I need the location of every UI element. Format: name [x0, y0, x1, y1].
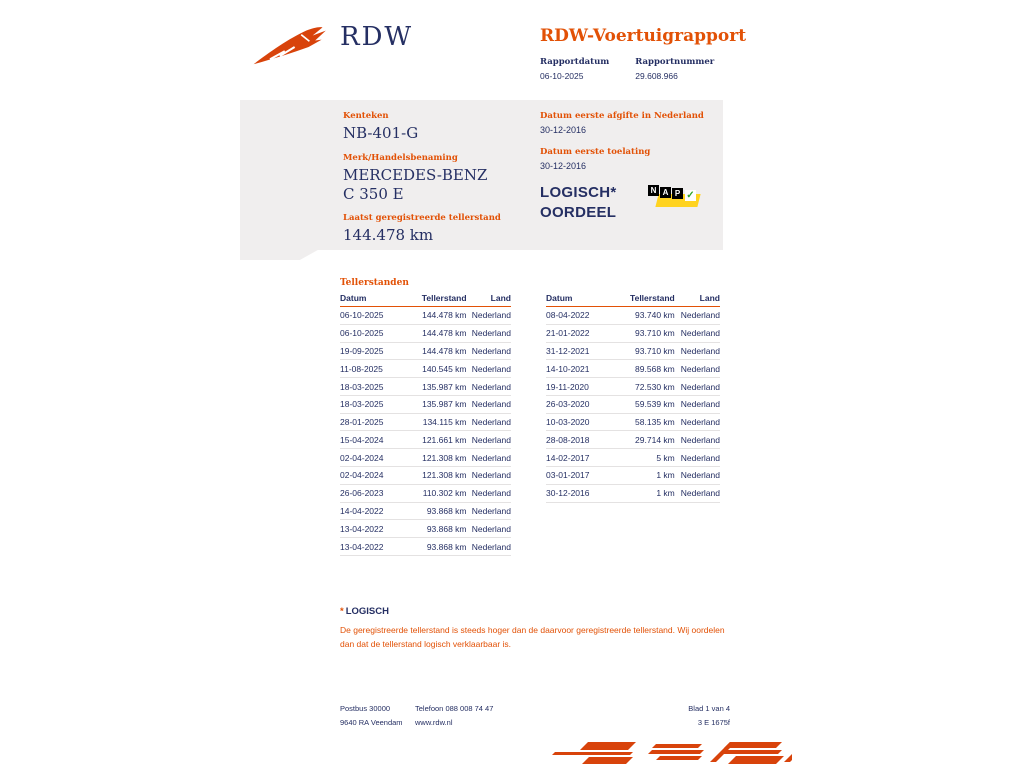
deco-stripe	[728, 756, 784, 764]
merk-label: Merk/Handelsbenaming	[343, 152, 458, 163]
footer-website: www.rdw.nl	[415, 718, 453, 727]
land-cell: Nederland	[471, 470, 511, 481]
report-date-label: Rapportdatum	[540, 57, 610, 67]
deco-stripe	[574, 752, 633, 755]
deco-stripe	[656, 756, 702, 760]
land-cell: Nederland	[471, 541, 511, 552]
table-row	[546, 307, 720, 325]
table-header-row	[546, 291, 720, 307]
datum-cell: 06-10-2025	[340, 310, 384, 321]
footer-address-line1: Postbus 30000	[340, 704, 391, 713]
footnote-asterisk: *	[340, 606, 344, 617]
table-row	[340, 414, 511, 432]
land-cell: Nederland	[680, 488, 720, 499]
datum-cell: 10-03-2020	[546, 417, 590, 428]
land-cell: Nederland	[680, 417, 720, 428]
tellerstand-cell: 72.530 km	[635, 381, 675, 392]
table-row	[546, 378, 720, 396]
report-meta	[540, 57, 714, 81]
table-row	[340, 378, 511, 396]
land-cell: Nederland	[680, 310, 720, 321]
datum-cell: 31-12-2021	[546, 345, 590, 356]
table-row	[340, 503, 511, 521]
column-header: Land	[490, 293, 511, 303]
tellerstand-cell: 93.710 km	[635, 328, 675, 339]
land-cell: Nederland	[680, 470, 720, 481]
table-row	[546, 414, 720, 432]
table-row	[546, 396, 720, 414]
footer-contact	[415, 702, 493, 730]
nap-letter-a: A	[660, 187, 671, 198]
tellerstand-cell: 134.115 km	[422, 417, 467, 428]
datum-cell: 26-03-2020	[546, 399, 590, 410]
land-cell: Nederland	[680, 328, 720, 339]
column-header: Datum	[546, 293, 573, 303]
report-number-label: Rapportnummer	[635, 57, 715, 67]
column-header: Tellerstand	[630, 293, 675, 303]
table-row	[546, 485, 720, 503]
tellerstand-cell: 135.987 km	[422, 399, 467, 410]
tellerstand-cell: 5 km	[656, 452, 675, 463]
oordeel-line1: LOGISCH*	[540, 184, 617, 201]
land-cell: Nederland	[471, 310, 511, 321]
nap-letter-p: P	[672, 188, 683, 199]
afgifte-label: Datum eerste afgifte in Nederland	[540, 111, 704, 121]
land-cell: Nederland	[471, 505, 511, 516]
datum-cell: 26-06-2023	[340, 488, 384, 499]
tellerstand-cell: 59.539 km	[635, 399, 675, 410]
tellerstand-cell: 121.308 km	[422, 470, 467, 481]
table-row	[546, 449, 720, 467]
tellerstand-cell: 121.661 km	[422, 434, 467, 445]
table-header-row	[340, 291, 511, 307]
deco-stripe	[582, 757, 633, 764]
nap-letter-n: N	[648, 185, 659, 196]
column-header: Tellerstand	[421, 293, 467, 303]
land-cell: Nederland	[471, 523, 511, 534]
tellerstand-cell: 144.478 km	[422, 310, 467, 321]
datum-cell: 19-09-2025	[340, 345, 384, 356]
land-cell: Nederland	[680, 399, 720, 410]
table-row	[340, 449, 511, 467]
footer-address-line2: 9640 RA Veendam	[340, 718, 403, 727]
tellerstand-cell: 93.868 km	[426, 523, 467, 534]
footer-page-number: Blad 1 van 4	[688, 704, 730, 713]
table-row	[546, 467, 720, 485]
footer-address	[340, 702, 403, 730]
footnote-title-text: LOGISCH	[345, 606, 389, 617]
tellerstanden-title: Tellerstanden	[340, 278, 409, 288]
land-cell: Nederland	[471, 328, 511, 339]
datum-cell: 18-03-2025	[340, 381, 384, 392]
land-cell: Nederland	[680, 345, 720, 356]
report-number-value: 29.608.966	[635, 71, 678, 81]
tellerstand-cell: 29.714 km	[635, 434, 675, 445]
table-row	[546, 431, 720, 449]
table-row	[340, 467, 511, 485]
tellerstand-cell: 144.478 km	[422, 345, 467, 356]
oordeel-line2: OORDEEL	[540, 204, 617, 222]
datum-cell: 18-03-2025	[340, 399, 384, 410]
land-cell: Nederland	[471, 345, 511, 356]
tellerstand-cell: 1 km	[656, 488, 675, 499]
table-row	[340, 360, 511, 378]
tellerstand-cell: 93.710 km	[635, 345, 675, 356]
deco-stripe	[648, 750, 704, 754]
tellerstand-cell: 110.302 km	[422, 488, 467, 499]
table-row	[546, 360, 720, 378]
nap-check-icon: ✓	[686, 190, 695, 201]
tellerstand-cell: 121.308 km	[422, 452, 467, 463]
toelating-value: 30-12-2016	[540, 161, 587, 171]
rdw-wing-icon	[252, 22, 334, 72]
odometer-table-right	[546, 291, 720, 503]
datum-cell: 14-04-2022	[340, 505, 384, 516]
footnote-text: De geregistreerde tellerstand is steeds hoger dan de daarvoor geregistreerde tellerstand. Wij oordelen dan dat de tellerstand logisch verklaarbaar is.	[340, 625, 725, 650]
footer-page-info	[688, 702, 730, 730]
tellerstand-value: 144.478 km	[343, 226, 434, 245]
table-row	[340, 307, 511, 325]
datum-cell: 19-11-2020	[546, 381, 589, 392]
table-row	[340, 396, 511, 414]
datum-cell: 02-04-2024	[340, 452, 384, 463]
datum-cell: 06-10-2025	[340, 328, 384, 339]
vehicle-panel-left	[343, 111, 543, 255]
table-row	[340, 538, 511, 556]
datum-cell: 21-01-2022	[546, 328, 590, 339]
table-row	[340, 520, 511, 538]
table-row	[546, 325, 720, 343]
tellerstand-label: Laatst geregistreerde tellerstand	[343, 213, 501, 224]
deco-stripe	[784, 742, 792, 762]
report-date-block	[540, 57, 609, 81]
column-header: Land	[699, 293, 720, 303]
footnote-title	[340, 606, 736, 617]
land-cell: Nederland	[471, 399, 511, 410]
report-title: RDW-Voertuigrapport	[540, 26, 747, 46]
datum-cell: 28-08-2018	[546, 434, 590, 445]
deco-stripe	[720, 750, 782, 754]
datum-cell: 28-01-2025	[340, 417, 384, 428]
tellerstand-cell: 144.478 km	[422, 328, 467, 339]
report-number-block	[635, 57, 714, 81]
datum-cell: 08-04-2022	[546, 310, 590, 321]
deco-stripe	[724, 742, 782, 748]
odometer-table-left	[340, 291, 511, 556]
kenteken-value: NB-401-G	[343, 124, 419, 142]
tellerstand-cell: 93.868 km	[426, 541, 467, 552]
datum-cell: 15-04-2024	[340, 434, 384, 445]
datum-cell: 14-10-2021	[546, 363, 590, 374]
tellerstand-cell: 135.987 km	[422, 381, 467, 392]
datum-cell: 11-08-2025	[340, 363, 383, 374]
tellerstand-cell: 140.545 km	[422, 363, 467, 374]
footer-phone: Telefoon 088 008 74 47	[415, 704, 494, 713]
datum-cell: 30-12-2016	[546, 488, 590, 499]
table-row	[340, 431, 511, 449]
land-cell: Nederland	[680, 381, 720, 392]
datum-cell: 02-04-2024	[340, 470, 384, 481]
rdw-stripes-decoration	[552, 740, 792, 766]
land-cell: Nederland	[680, 363, 720, 374]
report-date-value: 06-10-2025	[540, 71, 584, 81]
logisch-footnote	[340, 606, 736, 651]
tellerstand-cell: 1 km	[656, 470, 675, 481]
table-row	[340, 485, 511, 503]
datum-cell: 14-02-2017	[546, 452, 590, 463]
column-header: Datum	[340, 293, 367, 303]
footer-form-code: 3 E 1675f	[697, 718, 730, 727]
deco-stripe	[580, 742, 636, 750]
table-row	[340, 325, 511, 343]
land-cell: Nederland	[471, 381, 511, 392]
vehicle-panel-right	[540, 111, 740, 224]
nap-logo	[648, 185, 700, 211]
merk-value: MERCEDES-BENZ C 350 E	[343, 165, 488, 203]
land-cell: Nederland	[680, 434, 720, 445]
datum-cell: 03-01-2017	[546, 470, 590, 481]
kenteken-label: Kenteken	[343, 111, 389, 121]
datum-cell: 13-04-2022	[340, 523, 384, 534]
land-cell: Nederland	[471, 417, 511, 428]
land-cell: Nederland	[680, 452, 720, 463]
datum-cell: 13-04-2022	[340, 541, 384, 552]
tellerstand-cell: 89.568 km	[635, 363, 675, 374]
tellerstand-cell: 93.740 km	[635, 310, 675, 321]
tellerstand-cell: 58.135 km	[635, 417, 675, 428]
deco-stripe	[652, 744, 702, 748]
land-cell: Nederland	[471, 452, 511, 463]
tellerstand-cell: 93.868 km	[426, 505, 467, 516]
rdw-logo-text: RDW	[340, 22, 414, 52]
table-row	[340, 343, 511, 361]
table-row	[546, 343, 720, 361]
land-cell: Nederland	[471, 488, 511, 499]
land-cell: Nederland	[471, 363, 511, 374]
land-cell: Nederland	[471, 434, 511, 445]
afgifte-value: 30-12-2016	[540, 125, 587, 135]
oordeel-text	[540, 183, 740, 224]
toelating-label: Datum eerste toelating	[540, 147, 651, 157]
